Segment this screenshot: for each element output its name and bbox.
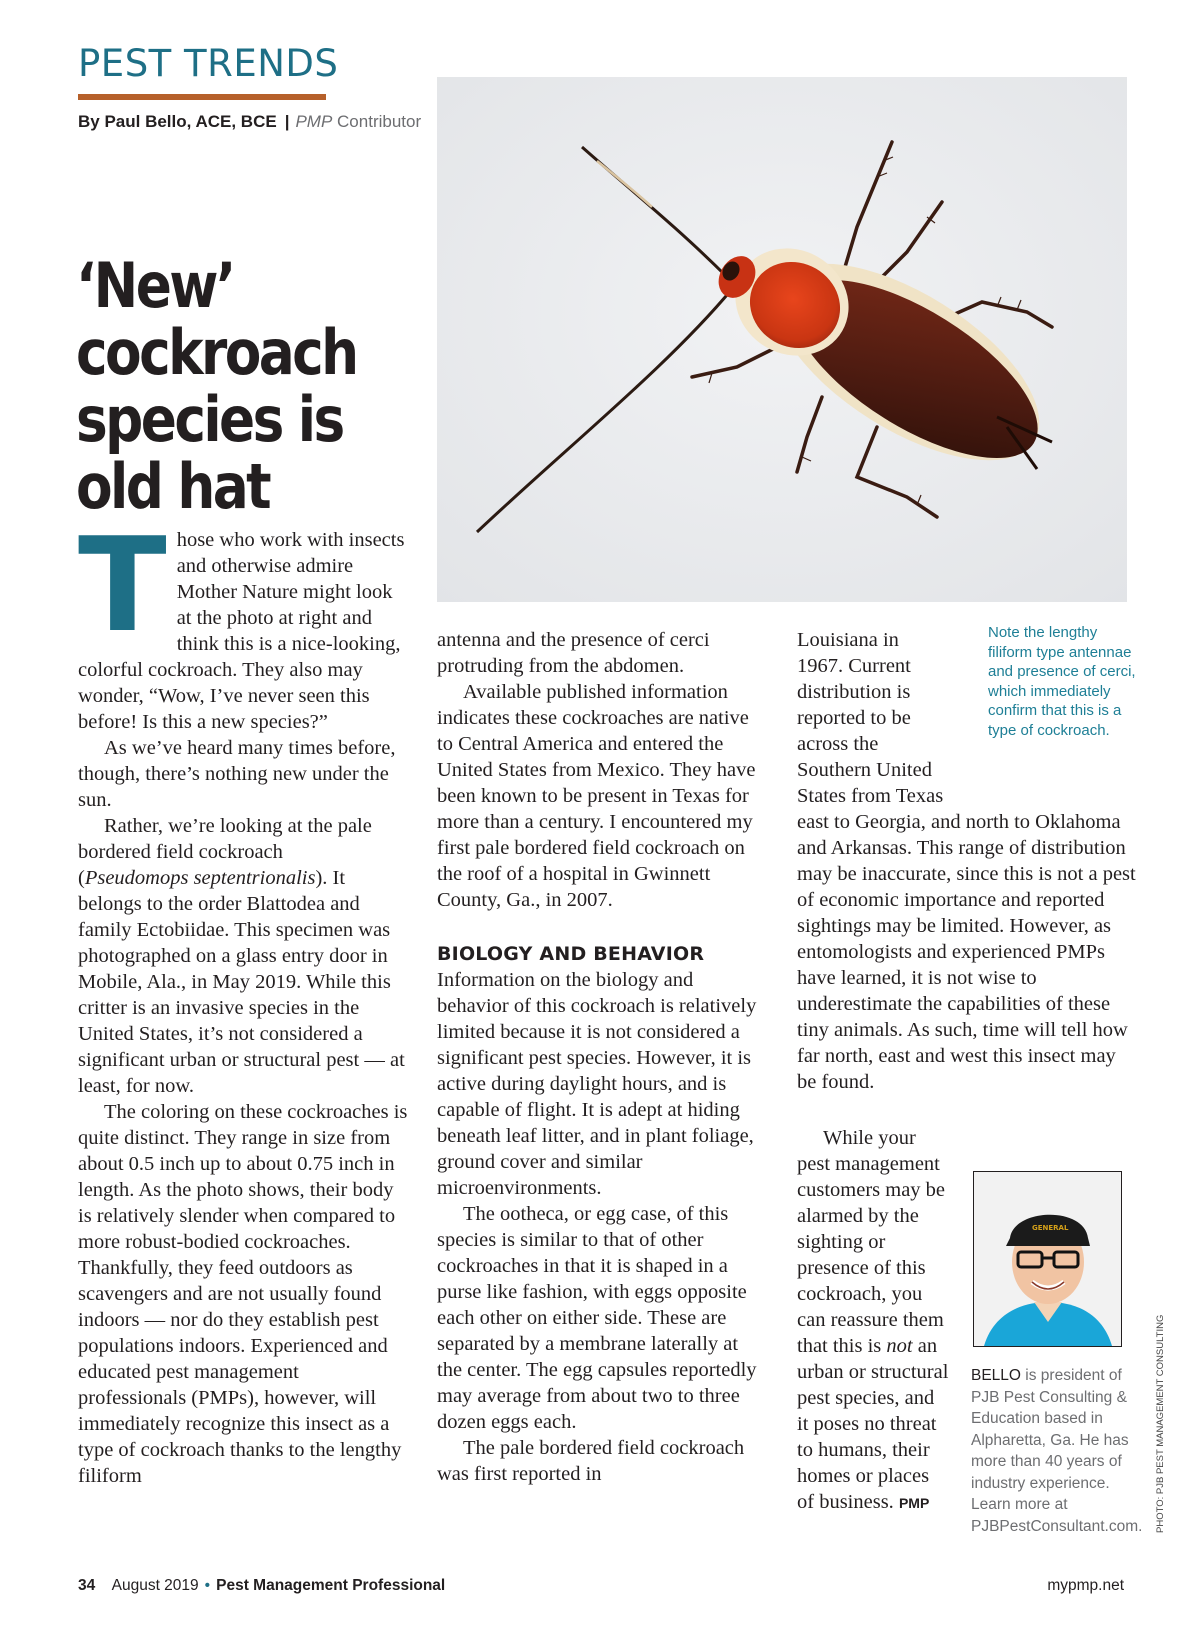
paragraph: The coloring on these cockroaches is quite distinct. They range in size from about 0.5 inch up to about 0.75 inch in length. As the photo shows, their body is relatively slender when compared to more robust-bodied cockroaches. Thankfully, they feed outdoors as scavengers and are not usually found indoors — nor do they establish pest populations indoors. Experienced and educated pest management professionals (PMPs), however, will immediately recognize this insect as a type of cockroach thanks to the lengthy filiform — [78, 1101, 408, 1487]
paragraph: Available published information indicates these cockroaches are native to Central America and entered the United States from Mexico. They have been known to be present in Texas for more than a century. I encountered my first pale bordered field cockroach on the roof of a hospital in Gwinnett County, Ga., in 2007. — [437, 681, 756, 911]
section-title: PEST TRENDS — [78, 42, 339, 85]
end-signature: PMP — [898, 1495, 930, 1511]
author-name: By Paul Bello, ACE, BCE — [78, 112, 277, 131]
byline-separator: | — [284, 112, 290, 131]
magazine-abbr: PMP — [295, 112, 333, 131]
headline: ‘New’ cockroach species is old hat — [76, 249, 357, 523]
paragraph: (Pseudomops septentrionalis). It belongs to the order Blattodea and family Ectobiidae. This specimen was photographed on a glass entry door in Mobile, Ala., in May 2019. While this critter is an invasive species in the United States, it’s not considered a significant urban or structural pest — at least, for now. — [78, 867, 405, 1097]
species-name: Pseudomops septentrionalis — [84, 867, 316, 889]
emphasis: not — [886, 1335, 913, 1357]
author-bio-text: is president of PJB Pest Consulting & Education based in Alpharetta, Ga. He has more than 40 years of industry experience. Learn more at PJBPestConsultant.com. — [971, 1367, 1143, 1535]
paragraph: antenna and the presence of cerci protruding from the abdomen. — [437, 629, 710, 677]
contributor-label: Contributor — [337, 112, 422, 131]
paragraph: hose who work with insects and otherwise admire Mother Nature might look at the photo at right and think this is a nice-looking, colorful cockroach. They also may wonder, “Wow, I’ve never seen this before! Is this a new species?” — [78, 529, 405, 733]
author-bio — [971, 1365, 1143, 1537]
headshot-illustration — [974, 1172, 1121, 1346]
photo-caption: Note the lengthy filiform type antennae and presence of cerci, which immediately confirm that this is a type of cockroach. — [988, 624, 1136, 739]
drop-cap: T — [78, 509, 167, 661]
photo-credit: PHOTO: PJB PEST MANAGEMENT CONSULTING — [1155, 1314, 1166, 1533]
paragraph: Information on the biology and behavior of this cockroach is relatively limited because it is not considered a significant pest species. However, it is active during daylight hours, and is capable of flight. It is adept at hiding beneath leaf litter, and in plant foliage, ground cover and similar microenvironments. — [437, 969, 757, 1199]
paragraph-text: an urban or structural pest species, and it poses no threat to humans, their homes or places of business. — [797, 1335, 949, 1513]
page-number: 34 — [78, 1577, 96, 1594]
paragraph: Rather, we’re looking at the pale bordered field cockroach — [78, 815, 372, 863]
hat-logo-text: GENERAL — [1032, 1224, 1069, 1232]
paragraph: The pale bordered field cockroach was first reported in — [437, 1437, 745, 1485]
paragraph: The ootheca, or egg case, of this species is similar to that of other cockroaches in that it is shaped in a purse like fashion, with eggs opposite each other on either side. These are separated by a membrane laterally at the center. The egg capsules reportedly may average from about two to three dozen eggs each. — [437, 1203, 757, 1433]
footer-website: mypmp.net — [1047, 1577, 1124, 1594]
cockroach-photo — [437, 77, 1127, 602]
section-rule — [78, 94, 326, 100]
author-headshot — [973, 1171, 1122, 1347]
subhead: BIOLOGY AND BEHAVIOR — [437, 943, 705, 965]
column-spacer — [797, 1095, 1137, 1125]
paragraph: As we’ve heard many times before, though, there’s nothing new under the sun. — [78, 737, 396, 811]
paragraph: Louisiana in 1967. Current distribution is reported to be across the Southern United States from Texas east to Georgia, and north to Oklahoma and Arkansas. This range of distribution may be inaccurate, since this is not a pest of economic importance and reported sightings may be limited. However, as entomologists and experienced PMPs have learned, it is not wise to underestimate the capabilities of these tiny animals. As such, time will tell how far north, east and west this insect may be found. — [797, 629, 1136, 1093]
footer-left — [78, 1577, 445, 1595]
author-bio-name: BELLO — [971, 1367, 1021, 1384]
paragraph-text: While your pest management customers may be alarmed by the sighting or presence of this cockroach, you can reassure them that this is — [797, 1127, 946, 1357]
article-column-2 — [437, 627, 767, 1487]
issue-date: August 2019 — [111, 1577, 199, 1594]
article-column-1 — [78, 509, 408, 1489]
footer-bullet: • — [204, 1577, 211, 1594]
footer-magazine: Pest Management Professional — [216, 1577, 446, 1594]
cockroach-illustration — [437, 77, 1127, 602]
byline — [78, 112, 421, 132]
